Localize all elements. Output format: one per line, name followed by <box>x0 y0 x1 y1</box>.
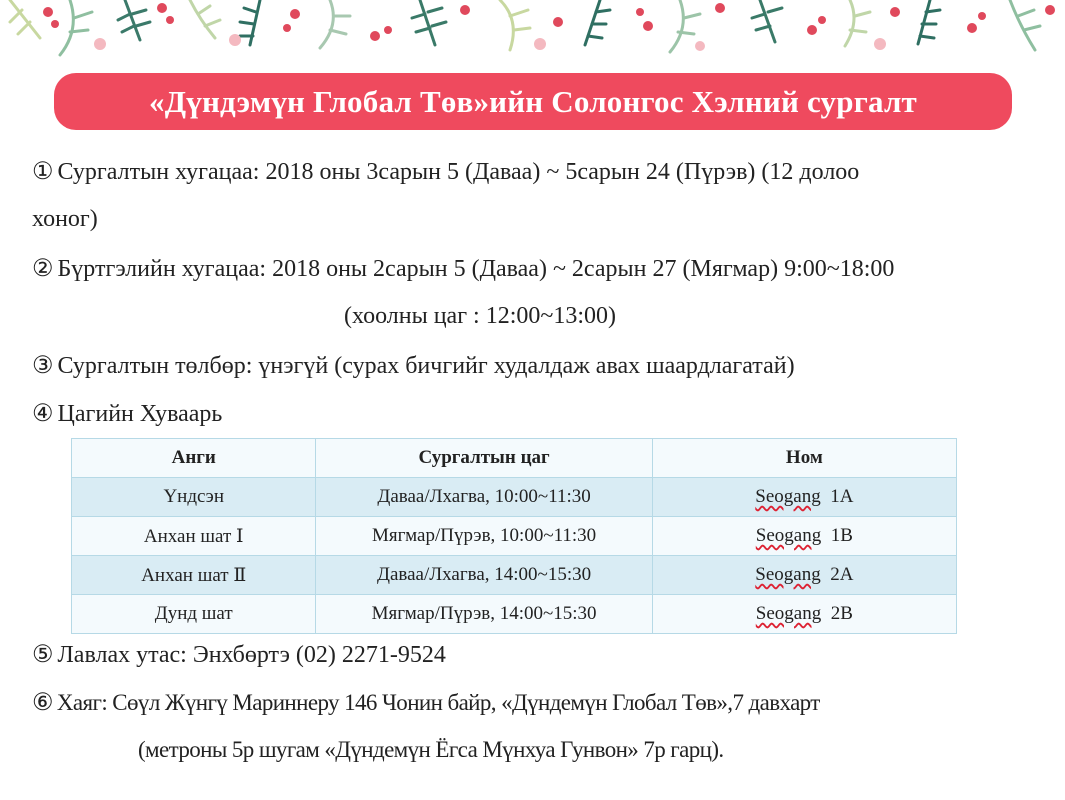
period-line-cont <box>32 206 98 233</box>
item-number: ④ <box>32 401 54 427</box>
time-cell: Даваа/Лхагва, 10:00~11:30 <box>316 478 652 517</box>
registration-line <box>32 254 894 283</box>
page-title: «Дүндэмүн Глобал Төв»ийн Солонгос Хэлний сургалт <box>149 83 917 119</box>
registration-text: Бүртгэлийн хугацаа: 2018 оны 2сарын 5 (Даваа) ~ 2сарын 27 (Мягмар) 9:00~18:00 <box>57 256 895 282</box>
class-cell: Анхан шат Ⅰ <box>72 517 316 556</box>
col-header-class: Анги <box>72 439 316 478</box>
table-row <box>72 595 957 634</box>
period-text-cont: хоног) <box>32 206 98 232</box>
period-text: Сургалтын хугацаа: 2018 оны 3сарын 5 (Даваа) ~ 5сарын 24 (Пүрэв) (12 долоо <box>57 159 860 185</box>
schedule-heading <box>32 399 222 428</box>
phone-text: Лавлах утас: Энхбөртэ (02) 2271-9524 <box>57 642 446 668</box>
book-name: Seogang <box>755 525 822 546</box>
book-number: 1B <box>830 525 853 546</box>
col-header-time: Сургалтын цаг <box>316 439 652 478</box>
floral-decoration <box>0 0 1065 62</box>
book-name: Seogang <box>755 603 822 624</box>
address-text-cont: (метроны 5р шугам «Дүндемүн Ёгса Мүнхуа Гунвон» 7р гарц). <box>138 737 724 762</box>
time-cell: Даваа/Лхагва, 14:00~15:30 <box>316 556 652 595</box>
item-number: ② <box>32 256 54 282</box>
table-header-row <box>72 439 957 478</box>
schedule-table <box>71 438 957 634</box>
item-number: ① <box>32 159 54 185</box>
address-line <box>32 688 820 717</box>
class-cell: Үндсэн <box>72 478 316 517</box>
table-row <box>72 556 957 595</box>
fee-text: Сургалтын төлбөр: үнэгүй (сурах бичгийг худалдаж авах шаардлагатай) <box>57 353 795 379</box>
item-number: ③ <box>32 353 54 379</box>
phone-line <box>32 640 446 669</box>
col-header-book: Ном <box>652 439 956 478</box>
item-number: ⑤ <box>32 642 54 668</box>
time-cell: Мягмар/Пүрэв, 14:00~15:30 <box>316 595 652 634</box>
table-row <box>72 478 957 517</box>
book-name: Seogang <box>755 486 821 507</box>
schedule-text: Цагийн Хуваарь <box>57 401 223 427</box>
time-cell: Мягмар/Пүрэв, 10:00~11:30 <box>316 517 652 556</box>
book-cell <box>652 478 956 517</box>
item-number: ⑥ <box>32 690 53 716</box>
class-cell: Дунд шат <box>72 595 316 634</box>
lunch-time-text: (хоолны цаг : 12:00~13:00) <box>344 303 617 329</box>
book-cell <box>652 595 956 634</box>
registration-line-cont <box>344 303 616 330</box>
period-line <box>32 157 859 186</box>
fee-line <box>32 351 795 380</box>
book-cell <box>652 556 956 595</box>
book-number: 2B <box>830 603 853 624</box>
table-row <box>72 517 957 556</box>
book-cell <box>652 517 956 556</box>
book-number: 2A <box>830 564 854 585</box>
address-text: Хаяг: Сөүл Жүнгү Мариннеру 146 Чонин байр, «Дүндемүн Глобал Төв»,7 давхарт <box>56 690 820 715</box>
class-cell: Анхан шат Ⅱ <box>72 556 316 595</box>
book-name: Seogang <box>755 564 821 585</box>
title-banner <box>54 73 1012 130</box>
book-number: 1A <box>830 486 854 507</box>
address-line-cont <box>138 737 724 763</box>
